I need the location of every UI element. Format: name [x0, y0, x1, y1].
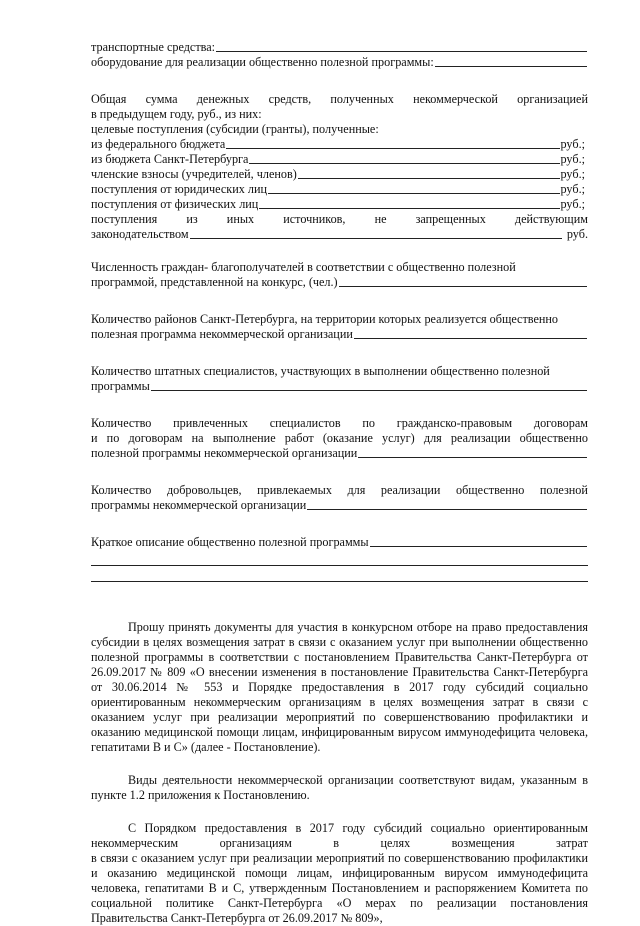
volunteers-row	[91, 498, 588, 513]
federal-unit: руб.;	[560, 137, 585, 151]
districts-line1: Количество районов Санкт-Петербурга, на территории которых реализуется общественно	[91, 312, 559, 326]
procedure-line1: С Порядком предоставления в 2017 году субсидий социально ориентированным	[128, 821, 588, 835]
word: источников,	[283, 212, 346, 226]
staff-label: программы	[91, 379, 150, 393]
other-sources-row	[91, 227, 588, 242]
word: общественно	[455, 483, 525, 497]
membership-label: членские взносы (учредителей, членов)	[91, 167, 297, 181]
funds-intro-line2: в предыдущем году, руб., из них:	[91, 107, 262, 121]
membership-unit: руб.;	[560, 167, 585, 181]
word: добровольцев,	[166, 483, 242, 497]
beneficiaries-line1: Численность граждан- благополучателей в соответствии с общественно полезной	[91, 260, 516, 274]
funds-intro-line1: Общая сумма денежных средств, полученных некоммерческой организацией	[91, 92, 588, 106]
contracted-field[interactable]	[358, 457, 587, 458]
word: специалистов	[269, 416, 341, 430]
procedure-line2	[91, 836, 588, 851]
word: из	[186, 212, 198, 226]
other-sources-line1	[91, 212, 588, 227]
summary-field[interactable]	[370, 546, 587, 547]
other-sources-field[interactable]	[190, 238, 562, 239]
other-sources-label: законодательством	[91, 227, 189, 241]
target-receipts-label: целевые поступления (субсидии (гранты), полученные:	[91, 122, 379, 136]
individuals-row	[91, 197, 588, 212]
word: по	[362, 416, 376, 430]
volunteers-label: программы некоммерческой организации	[91, 498, 307, 512]
spb-row	[91, 152, 588, 167]
federal-label: из федерального бюджета	[91, 137, 226, 151]
procedure-paragraph: в связи с оказанием услуг при реализации мероприятий по совершенствованию профилактики и оказанию медицинской помощи лицам, инфицированным вирусом иммунодефицита человека, гепатитами В и С, утвержденным Постановлением и распоряжением Комитета по социальной политике Санкт-Петербурга «О мерах по реализации постановления Правительства Санкт-Петербурга от 26.09.2017 № 809»,	[91, 851, 588, 925]
contracted-label: полезной программы некоммерческой организации	[91, 446, 358, 460]
summary-blank-line-2[interactable]	[91, 566, 588, 582]
individuals-field[interactable]	[259, 208, 559, 209]
summary-label: Краткое описание общественно полезной программы	[91, 535, 369, 549]
volunteers-line1	[91, 483, 588, 498]
membership-row	[91, 167, 588, 182]
membership-field[interactable]	[298, 178, 560, 179]
word: договорам	[533, 416, 588, 430]
other-sources-unit: руб.	[566, 227, 588, 241]
spb-label: из бюджета Санкт-Петербурга	[91, 152, 249, 166]
word: не	[374, 212, 387, 226]
contracted-row	[91, 446, 588, 461]
summary-blank-line-1[interactable]	[91, 550, 588, 566]
districts-field[interactable]	[354, 338, 587, 339]
federal-row	[91, 137, 588, 152]
legal-label: поступления от юридических лиц	[91, 182, 268, 196]
equipment-label: оборудование для реализации общественно полезной программы:	[91, 55, 434, 69]
staff-line1: Количество штатных специалистов, участвующих в выполнении общественно полезной	[91, 364, 550, 378]
word: привлекаемых	[257, 483, 332, 497]
word: гражданско-правовым	[396, 416, 513, 430]
word: в	[333, 836, 340, 850]
transport-field[interactable]	[216, 51, 587, 52]
beneficiaries-field[interactable]	[339, 286, 587, 287]
volunteers-field[interactable]	[307, 509, 587, 510]
contracted-line1	[91, 416, 588, 431]
federal-field[interactable]	[226, 148, 559, 149]
spb-unit: руб.;	[560, 152, 585, 166]
beneficiaries-row	[91, 275, 588, 290]
individuals-label: поступления от физических лиц	[91, 197, 259, 211]
staff-row	[91, 379, 588, 394]
word: иных	[226, 212, 255, 226]
legal-row	[91, 182, 588, 197]
districts-row	[91, 327, 588, 342]
document-page	[91, 40, 588, 926]
word: некоммерческим	[91, 836, 179, 850]
legal-field[interactable]	[268, 193, 559, 194]
transport-row	[91, 40, 588, 55]
word: для	[347, 483, 366, 497]
beneficiaries-label: программой, представленной на конкурс, (чел.)	[91, 275, 338, 289]
word: привлеченных	[173, 416, 248, 430]
word: возмещения	[451, 836, 515, 850]
individuals-unit: руб.;	[560, 197, 585, 211]
word: Количество	[91, 416, 152, 430]
equipment-row	[91, 55, 588, 70]
word: затрат	[556, 836, 588, 850]
legal-unit: руб.;	[560, 182, 585, 196]
districts-label: полезная программа некоммерческой организации	[91, 327, 353, 341]
equipment-field[interactable]	[435, 66, 587, 67]
word: Количество	[91, 483, 152, 497]
word: целях	[380, 836, 411, 850]
staff-field[interactable]	[151, 390, 587, 391]
spb-field[interactable]	[249, 163, 559, 164]
word: полезной	[539, 483, 588, 497]
request-paragraph: Прошу принять документы для участия в конкурсном отборе на право предоставления субсидии в целях возмещения затрат в связи с оказанием услуг при выполнении общественно полезной программы в соответствии с постановлением Правительства Санкт-Петербурга от 26.09.2017 № 809 «О внесении изменения в постановление Правительства Санкт-Петербурга от 30.06.2014 № 553 и Порядке предоставления в 2017 году субсидий социально ориентированным некоммерческим организациям в целях возмещения затрат в связи с оказанием услуг при реализации мероприятий по совершенствованию профилактики и оказанию медицинской помощи лицам, инфицированным вирусом иммунодефицита человека, гепатитами В и С» (далее - Постановление).	[91, 620, 588, 754]
word: реализации	[380, 483, 441, 497]
word: организациям	[219, 836, 292, 850]
word: действующим	[514, 212, 588, 226]
summary-row	[91, 535, 588, 550]
activities-paragraph: Виды деятельности некоммерческой организации соответствуют видам, указанным в пункте 1.2 приложения к Постановлению.	[91, 773, 588, 802]
contracted-line2: и по договорам на выполнение работ (оказание услуг) для реализации общественно	[91, 431, 588, 445]
word: поступления	[91, 212, 158, 226]
transport-label: транспортные средства:	[91, 40, 216, 54]
word: запрещенных	[415, 212, 486, 226]
